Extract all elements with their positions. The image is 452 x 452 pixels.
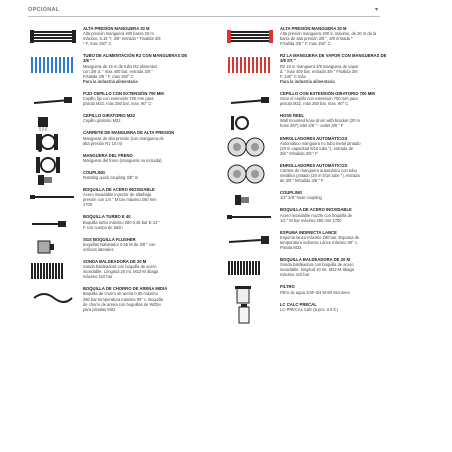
option-text xyxy=(280,26,421,46)
option-item xyxy=(225,163,421,183)
option-item xyxy=(28,91,224,106)
option-desc-line: Rotating quick coupling 3/8" m xyxy=(83,174,139,180)
option-desc-line: Para la industria alimentaria xyxy=(280,78,335,84)
hose-coil-red-icon xyxy=(225,53,275,75)
option-desc-line: Automático manguera no tubo metal pintado xyxy=(280,140,361,146)
option-desc-line: Carrete de manguera automático con tubo xyxy=(280,167,357,173)
nozzle-icon xyxy=(28,187,78,209)
option-title: BOQUILLA BALDEADORA DE 20 M xyxy=(280,257,350,263)
option-text xyxy=(280,136,421,156)
auto-reel-icon xyxy=(225,136,275,158)
option-title: ESPUMA INDIRECTA LANCE xyxy=(280,229,337,235)
options-column-right xyxy=(225,26,421,319)
option-title-cont: 3/8 " '' xyxy=(83,58,96,64)
chevron-down-icon[interactable]: ▾ xyxy=(374,7,378,13)
option-item xyxy=(28,113,224,123)
section-title: OPCIONAL xyxy=(28,7,60,13)
option-desc-line: d. " max 400 bar, entrada 3/8 " F/salida 3/8 xyxy=(280,68,358,74)
option-text xyxy=(280,91,421,106)
option-text xyxy=(83,53,224,84)
option-desc-line: con 3/8 d. " max 400 bar, entrada 3/8 " xyxy=(83,68,153,74)
nozzle-icon xyxy=(225,207,275,229)
option-desc-line: Wall mounted hose drum with bracket (20 m xyxy=(280,118,360,124)
option-desc-line: inoxidable. Longitud 20 mt. M22-M ábaga xyxy=(83,269,159,275)
option-text xyxy=(83,214,224,229)
option-title: SGS BOQUILLA FLUSHER xyxy=(83,236,136,242)
option-desc-line: para pistolas M22 xyxy=(83,306,116,312)
option-item xyxy=(28,130,224,145)
option-text xyxy=(83,153,224,163)
option-text xyxy=(280,53,421,84)
option-title: R2 LA MANGUERA DE VAPOR CON MANGUERAS DE xyxy=(280,53,387,59)
option-desc-line: F/salida 3/8 " F, max 150° C xyxy=(83,73,134,79)
option-text xyxy=(83,91,224,106)
reel-wall-icon xyxy=(225,113,275,135)
option-desc-line: Para la industria alimentaria xyxy=(83,78,138,84)
option-title: BOQUILLA DE ACERO INOXIDABLE xyxy=(280,207,352,213)
option-desc-line: 280 bar temperatura máxima 90° c. Boquilla xyxy=(83,296,163,302)
hose-reel-red-icon xyxy=(225,26,275,48)
option-desc-line: Espuma lanza máximo 280 bar. Espuma de xyxy=(280,234,360,240)
lance-short-icon xyxy=(225,91,275,113)
option-desc-line: Manguera de alta presión (con manguera de xyxy=(83,135,164,141)
option-desc-line: F, 130° C máx xyxy=(280,73,306,79)
option-desc-line: de chorro de arena con boquillas de WIDIA xyxy=(83,301,162,307)
option-desc-line: LC-PRECAL Calc (a pcs. a 5 lt.) xyxy=(280,306,339,312)
option-desc-line: F con cuerpo de latón xyxy=(83,224,123,230)
sonda-short-icon xyxy=(225,257,275,279)
option-item xyxy=(225,207,421,222)
option-desc-line: F/salida 3/8 " F, max 150° C xyxy=(280,41,331,47)
option-item xyxy=(28,187,224,207)
option-title: COUPLING xyxy=(280,190,303,196)
option-desc-line: 1/2" 3/8" hose coupling xyxy=(280,195,322,201)
option-title: TUBO DE ALIMENTACIÓN R2 CON MANGUERAS DE xyxy=(83,53,188,59)
option-title: LC CALC PRECAL xyxy=(280,301,317,307)
bottle-icon xyxy=(225,302,275,324)
option-desc-line: de 3/8 " M/salida 3/8 " F xyxy=(280,178,324,184)
section-header xyxy=(28,7,380,17)
option-text xyxy=(280,302,421,312)
option-text xyxy=(83,237,224,252)
option-desc-line: 1700 xyxy=(83,202,93,208)
option-desc-line: Acero inoxidable inyector de alta/baja xyxy=(83,192,152,198)
lance-short-icon xyxy=(28,91,78,113)
option-desc-line: máximo 210 bar xyxy=(83,274,113,280)
option-item xyxy=(225,302,421,312)
option-text xyxy=(280,284,421,294)
option-title: ALTA PRESIÓN MANGUERA 20 M xyxy=(83,26,150,31)
option-desc-line: Alta presión manguera 400 bares 20 m xyxy=(83,31,154,37)
option-item xyxy=(225,257,421,277)
flusher-icon xyxy=(28,237,78,259)
option-text xyxy=(83,113,224,123)
option-title: FILTRO xyxy=(280,284,295,290)
option-desc-line: Sonda baldeadora con boquilla de acero xyxy=(280,262,354,268)
option-desc-line: máximo 210 bar xyxy=(280,272,310,278)
option-item xyxy=(28,237,224,252)
option-title: COUPLING xyxy=(83,169,106,175)
option-title-cont: 3/8 ST. '' xyxy=(280,58,297,64)
option-title: HOSE REEL xyxy=(280,113,305,119)
option-desc-line: 1/4 " M bar máximo 280 mm 1700 xyxy=(280,217,342,223)
option-text xyxy=(280,207,421,222)
option-desc-line: boquillas Baldeador 0,55 M de 3/8 " con xyxy=(83,241,156,247)
option-text xyxy=(83,26,224,46)
option-text xyxy=(280,113,421,128)
option-desc-line: * F, max 150° C xyxy=(83,41,112,47)
option-desc-line: temperatura indirecta Lance máximo 90° c. xyxy=(280,239,359,245)
option-text xyxy=(83,259,224,279)
option-text xyxy=(83,286,224,311)
option-desc-line: pistola M22, máx 250 bar, max. 90° C xyxy=(280,101,349,107)
option-item xyxy=(225,136,421,156)
option-desc-line: Girar el cepillo con extensión 700 mm para xyxy=(280,96,358,102)
option-item xyxy=(28,286,224,311)
option-item xyxy=(225,53,421,84)
option-item xyxy=(225,26,421,46)
option-desc-line: Alta presión manguera 400 d. máximo, de 20 m de la xyxy=(280,31,377,37)
option-desc-line: 3/8 " M/salida 3/8 " F xyxy=(280,150,318,156)
option-item xyxy=(28,53,224,84)
option-title: MANGUERA DEL FRENO xyxy=(83,152,133,158)
option-title: FIJO CEPILLO CON EXTENSIÓN 700 MM xyxy=(83,90,164,96)
option-title: BOQUILLA DE CHORRO DE ARENA MIDIA xyxy=(83,286,168,292)
option-desc-line: Cepillo giratorio M22 xyxy=(83,118,121,124)
option-text xyxy=(83,130,224,145)
option-text xyxy=(280,230,421,250)
option-desc-line: Manguera de 15 m de tubo R2 alimentos xyxy=(83,63,158,69)
auto-reel-icon xyxy=(225,163,275,185)
option-item xyxy=(28,259,224,279)
option-item xyxy=(225,190,421,200)
option-title: CARRETE DE MANGUERA DE ALTA PRESIÓN xyxy=(83,130,175,136)
option-desc-line: Manguera del freno (manguera no incluida) xyxy=(83,157,162,163)
option-desc-line: metálico pintado (20 m 5/16 tube "), entrada xyxy=(280,173,360,179)
option-item xyxy=(28,170,224,180)
option-desc-line: barra de alta presión 3/8 ", 3/8 entrada * xyxy=(280,36,353,42)
option-desc-line: pistola M22, máx 250 bar, max. 90° C xyxy=(83,101,152,107)
option-title: SONDA BALDEADORA DE 20 M xyxy=(83,259,147,264)
options-column-left xyxy=(28,26,224,319)
option-desc-line: Pistola M22 xyxy=(280,245,302,250)
option-title: ENROLLADORES AUTOMÁTICOS xyxy=(280,135,348,141)
hose-coil-blue-icon xyxy=(28,53,78,75)
hose-cart-icon xyxy=(28,130,78,152)
sand-nozzle-icon xyxy=(28,286,78,308)
option-text xyxy=(280,190,421,200)
option-item xyxy=(225,113,421,128)
option-item xyxy=(225,230,421,250)
option-desc-line: R2 10 m manguera 3/8 manguera de vapor xyxy=(280,63,359,69)
option-item xyxy=(28,214,224,229)
option-desc-line: máximo, 6.15 "/; 3/8" entrada * Fisalida 3/8 xyxy=(83,36,161,42)
option-item xyxy=(225,284,421,294)
turbo-nozzle-icon xyxy=(28,214,78,236)
option-desc-line: presión con 1/4 " M bar máximo 280 mm xyxy=(83,197,157,203)
option-item xyxy=(28,153,224,163)
option-title: ALTA PRESIÓN MANGUERA 20 M xyxy=(280,26,347,31)
option-desc-line: inoxidable. longitud 10 mt. M22-M ábaga xyxy=(280,267,354,273)
option-title: CEPILLO GIRATORIO M22 xyxy=(83,113,135,119)
option-text xyxy=(280,257,421,277)
option-desc-line: Filtro de agua 3/4F-3/4 M-80 micrones xyxy=(280,289,350,295)
option-text xyxy=(83,187,224,207)
option-desc-line: Sonda baldeadora con boquilla de acero xyxy=(83,264,157,270)
option-item xyxy=(225,91,421,106)
option-desc-line: hose 3/8") inlet 3/8 " - outlet 3/8 " F xyxy=(280,123,344,129)
option-title: ENROLLADORES AUTOMÁTICOS xyxy=(280,162,348,168)
hose-reel-black-icon xyxy=(28,26,78,48)
option-text xyxy=(83,170,224,180)
option-title: BOQUILLA DE ACERO INOXIDABLE xyxy=(83,187,155,193)
foam-lance-icon xyxy=(225,230,275,252)
option-desc-line: Acero inoxidable nozzle con boquilla de xyxy=(280,212,352,218)
option-desc-line: (20 m capacitad 5/16 tubo "), entrada de xyxy=(280,145,354,151)
option-desc-line: alta presión R1 10 m) xyxy=(83,140,123,146)
option-text xyxy=(280,163,421,183)
option-title: BOQUILLA TURBO E 40 xyxy=(83,214,131,220)
sonda-icon xyxy=(28,259,78,281)
option-desc-line: orificios laterales xyxy=(83,246,114,252)
option-item xyxy=(28,26,224,46)
option-desc-line: Boquilla turbo máximo 280 0,45 bar E-14 " xyxy=(83,219,161,225)
option-desc-line: Boquilla de chorro de arena 0,60 máximo xyxy=(83,291,158,297)
option-title: CEPILLO CON EXTENSIÓN GIRATORIO 700 MM xyxy=(280,90,375,96)
option-desc-line: Cepillo fijo con extensión 700 mm para xyxy=(83,96,154,102)
